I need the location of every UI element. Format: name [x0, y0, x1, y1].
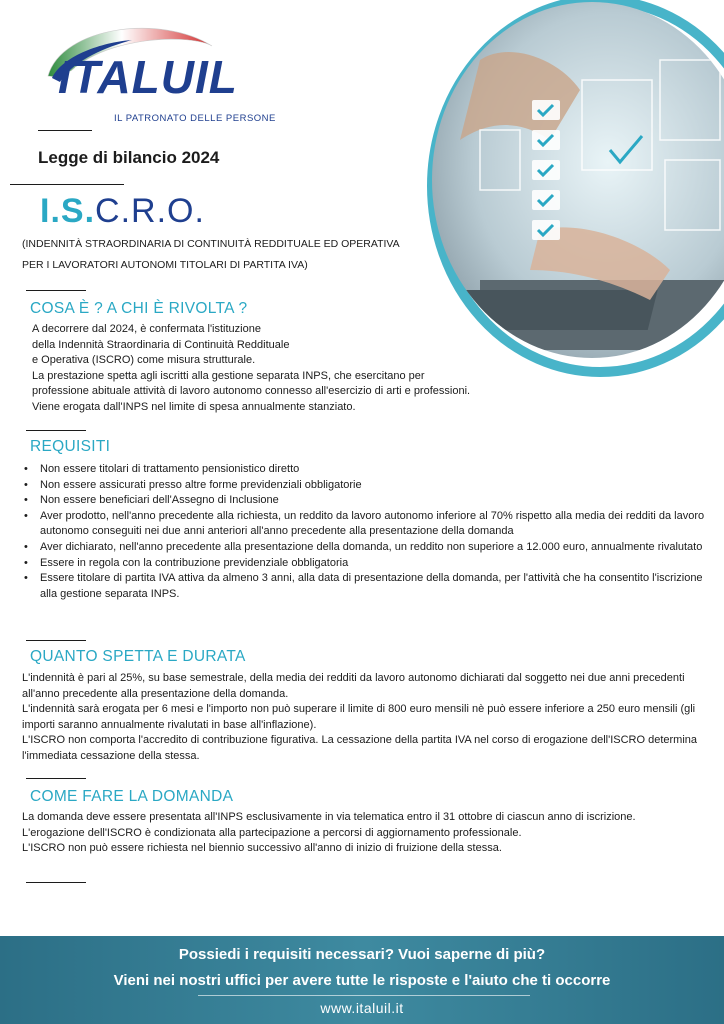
section-title-cosa: COSA È ? A CHI È RIVOLTA ? [30, 300, 248, 317]
footer-divider [198, 995, 530, 996]
text-line: e Operativa (ISCRO) come misura strutturale. [32, 354, 256, 367]
divider [26, 640, 86, 641]
footer-cta-line1: Possiedi i requisiti necessari? Vuoi saperne di più? [178, 946, 546, 963]
divider [38, 130, 92, 131]
paragraph: La domanda deve essere presentata all'INPS esclusivamente in via telematica entro il 31 ottobre di ciascun anno di iscrizione. [22, 811, 636, 823]
acronym-bold: I.S. [40, 192, 96, 230]
list-item: • Non essere beneficiari dell'Assegno di Inclusione [22, 493, 712, 509]
section-body-quanto [22, 671, 712, 765]
tagline: IL PATRONATO DELLE PERSONE [114, 113, 276, 124]
section-title-domanda: COME FARE LA DOMANDA [30, 788, 234, 805]
list-item: • Non essere assicurati presso altre forme previdenziali obbligatorie [22, 478, 712, 494]
section-title-quanto: QUANTO SPETTA E DURATA [30, 648, 246, 665]
law-title: Legge di bilancio 2024 [38, 148, 220, 167]
paragraph: L'indennità è pari al 25%, su base semestrale, della media dei redditi da lavoro autonomo dichiarati dal soggetto nei due anni precedenti all'anno precedente alla presentazione della domanda. [22, 672, 685, 700]
divider [26, 430, 86, 431]
text-line: Viene erogata dall'INPS nel limite di spesa annualmente stanziato. [32, 400, 356, 413]
list-item: • Aver prodotto, nell'anno precedente alla richiesta, un reddito da lavoro autonomo inferiore al 70% rispetto alla media dei redditi da lavoro autonomo conseguiti nei due anni anteriori all'anno precedente alla presentazione della domanda [22, 509, 712, 540]
divider [10, 184, 124, 185]
text-line: professione abituale attività di lavoro autonomo connesso all'esercizio di arti e professioni. [32, 385, 471, 398]
text-line: della Indennità Straordinaria di Continuità Reddituale [32, 338, 290, 351]
divider [26, 778, 86, 779]
section-body-domanda [22, 810, 712, 857]
paragraph: L'ISCRO non comporta l'accredito di contribuzione figurativa. La cessazione della partita IVA nel corso di erogazione dell'ISCRO determina l'immediata cessazione della stessa. [22, 734, 698, 762]
acronym-rest: C.R.O. [95, 192, 205, 230]
acronym-subtitle [22, 234, 400, 276]
list-item: • Aver dichiarato, nell'anno precedente alla presentazione della domanda, un reddito non superiore a 12.000 euro, annualmente rivalutato [22, 540, 712, 556]
subtitle-line: PER I LAVORATORI AUTONOMI TITOLARI DI PARTITA IVA) [22, 259, 308, 271]
list-item: • Essere titolare di partita IVA attiva da almeno 3 anni, alla data di presentazione della domanda, per l'attività che ha consentito l'iscrizione alla gestione separata INPS. [22, 571, 712, 602]
section-body-cosa [32, 322, 552, 416]
divider [26, 290, 86, 291]
website-link[interactable]: www.italuil.it [320, 1000, 404, 1016]
requirements-list [22, 462, 712, 602]
text-line: A decorrere dal 2024, è confermata l'istituzione [32, 323, 261, 335]
logo-text: ITALUIL [58, 51, 238, 103]
text-line: La prestazione spetta agli iscritti alla gestione separata INPS, che esercitano per [32, 369, 425, 382]
subtitle-line: (INDENNITÀ STRAORDINARIA DI CONTINUITÀ REDDITUALE ED OPERATIVA [22, 238, 400, 250]
footer-cta-line2: Vieni nei nostri uffici per avere tutte le risposte e l'aiuto che ti occorre [113, 972, 611, 989]
list-item: • Non essere titolari di trattamento pensionistico diretto [22, 462, 712, 478]
paragraph: L'erogazione dell'ISCRO è condizionata alla partecipazione a percorsi di aggiornamento professionale. [22, 826, 522, 839]
paragraph: L'indennità sarà erogata per 6 mesi e l'importo non può superare il limite di 800 euro mensili nè può essere inferiore a 250 euro mensili (gli importi saranno annualmente rivalutati in base all'inflazione). [22, 703, 696, 731]
section-title-requisiti: REQUISITI [30, 438, 111, 455]
paragraph: L'ISCRO non può essere richiesta nel biennio successivo all'anno di inizio di fruizione della stessa. [22, 842, 502, 855]
list-item: • Essere in regola con la contribuzione previdenziale obbligatoria [22, 556, 712, 572]
divider [26, 882, 86, 883]
acronym-title [40, 192, 205, 231]
